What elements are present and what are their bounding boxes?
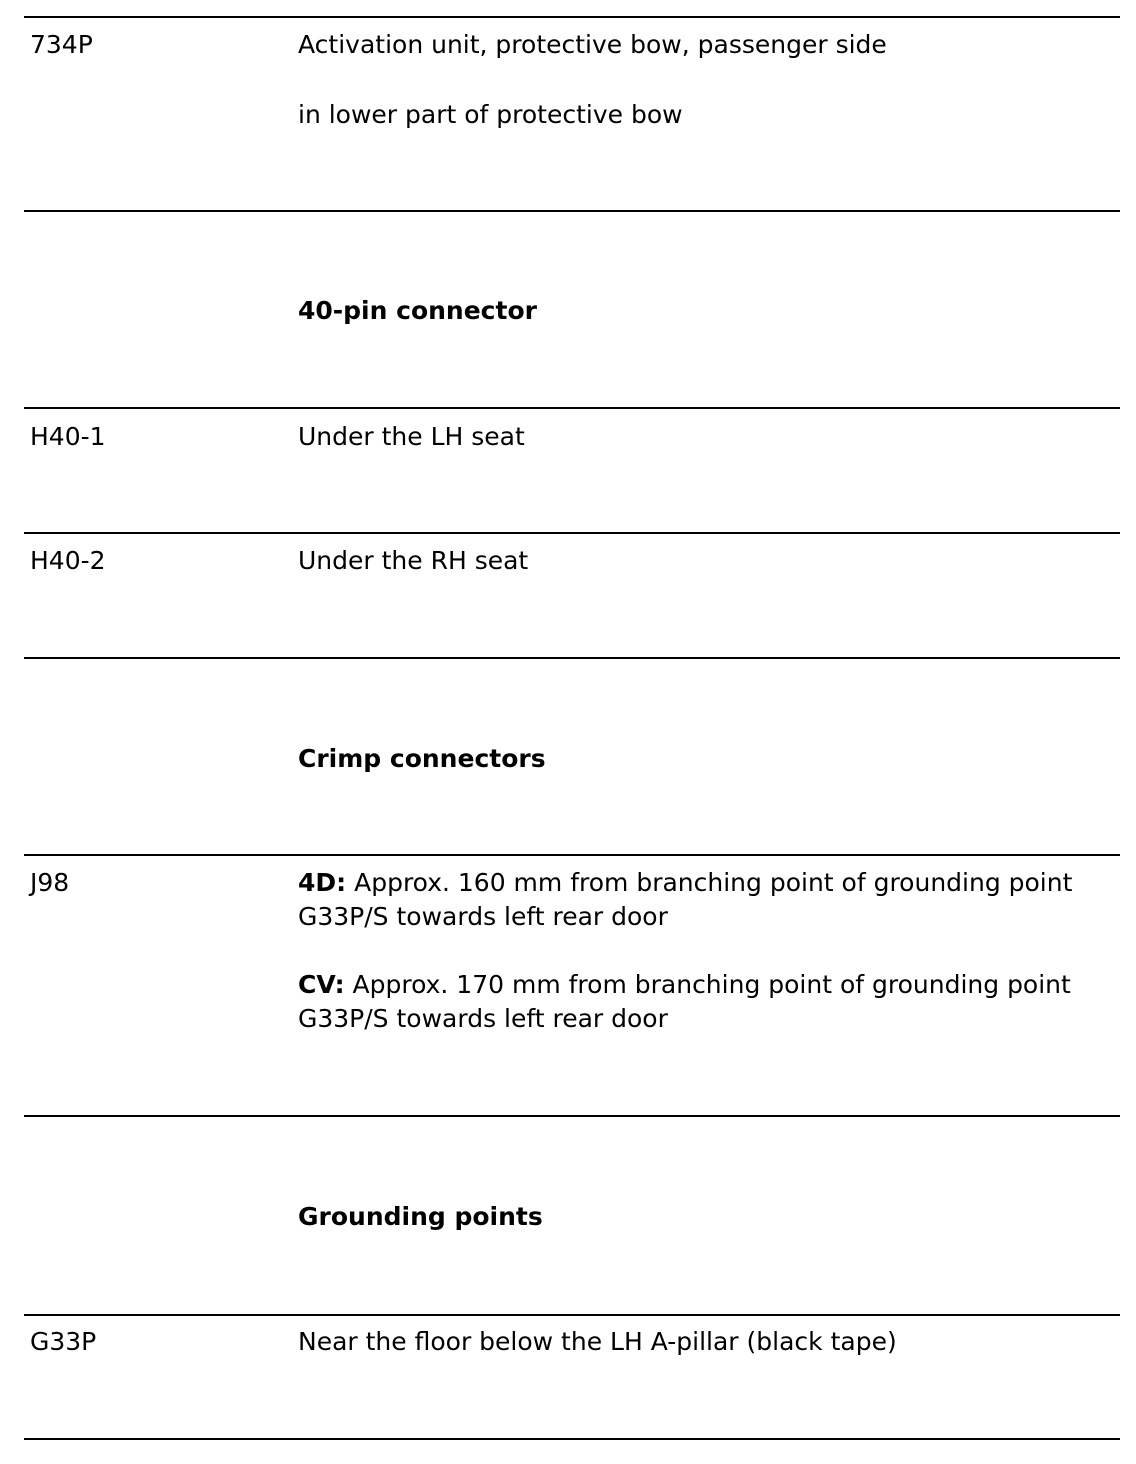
row-divider [24,1314,1120,1316]
row-divider [24,1438,1120,1440]
variant-prefix: 4D: [298,868,347,897]
section-heading-40-pin-connector: 40-pin connector [298,296,537,325]
row-divider [24,854,1120,856]
section-heading-grounding-points: Grounding points [298,1202,543,1231]
component-description: Under the RH seat [298,546,529,575]
component-code: J98 [30,868,70,897]
component-description: Under the LH seat [298,422,525,451]
row-divider [24,16,1120,18]
variant-paragraph-cv [298,968,1110,1036]
description-line: Activation unit, protective bow, passenger side [298,30,887,59]
row-divider [24,210,1120,212]
component-code: H40-2 [30,546,106,575]
component-code: 734P [30,30,93,59]
component-description [298,866,1110,1036]
row-divider [24,657,1120,659]
description-line: in lower part of protective bow [298,100,683,129]
section-heading-crimp-connectors: Crimp connectors [298,744,546,773]
row-divider [24,407,1120,409]
component-description: Near the floor below the LH A-pillar (black tape) [298,1327,897,1356]
variant-text: Approx. 170 mm from branching point of grounding point G33P/S towards left rear door [298,970,1071,1033]
row-divider [24,1115,1120,1117]
variant-prefix: CV: [298,970,345,999]
variant-paragraph-4d [298,866,1110,934]
row-divider [24,532,1120,534]
component-code: H40-1 [30,422,106,451]
variant-text: Approx. 160 mm from branching point of grounding point G33P/S towards left rear door [298,868,1073,931]
component-code: G33P [30,1327,97,1356]
component-description [298,28,1110,129]
